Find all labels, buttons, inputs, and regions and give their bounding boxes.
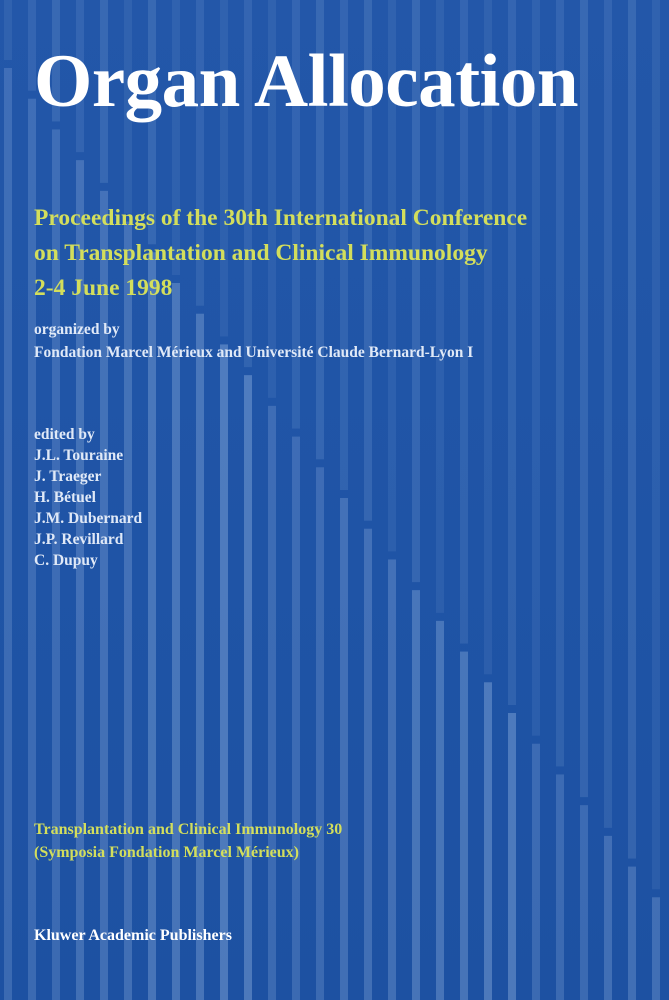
series-block xyxy=(34,818,342,864)
publisher-name: Kluwer Academic Publishers xyxy=(34,927,232,944)
proceedings-line: on Transplantation and Clinical Immunology xyxy=(34,240,488,266)
series-subtitle: (Symposia Fondation Marcel Mérieux) xyxy=(34,844,300,861)
book-title: Organ Allocation xyxy=(34,40,579,123)
series-title: Transplantation and Clinical Immunology 30 xyxy=(34,821,343,838)
organizer-name: Fondation Marcel Mérieux and Université Claude Bernard-Lyon I xyxy=(34,344,474,361)
editors-label: edited by xyxy=(34,426,95,443)
editor-name: H. Bétuel xyxy=(34,489,96,506)
editors-block xyxy=(34,424,142,571)
proceedings-line: Proceedings of the 30th International Conference xyxy=(34,205,528,231)
proceedings-block xyxy=(34,201,527,306)
editor-name: J.M. Dubernard xyxy=(34,510,143,527)
editor-name: J.L. Touraine xyxy=(34,447,124,464)
organizer-block xyxy=(34,318,473,364)
editor-name: J. Traeger xyxy=(34,468,102,485)
organizer-label: organized by xyxy=(34,321,120,338)
editor-name: J.P. Revillard xyxy=(34,531,124,548)
conference-dates: 2-4 June 1998 xyxy=(34,275,173,301)
editor-name: C. Dupuy xyxy=(34,552,98,569)
